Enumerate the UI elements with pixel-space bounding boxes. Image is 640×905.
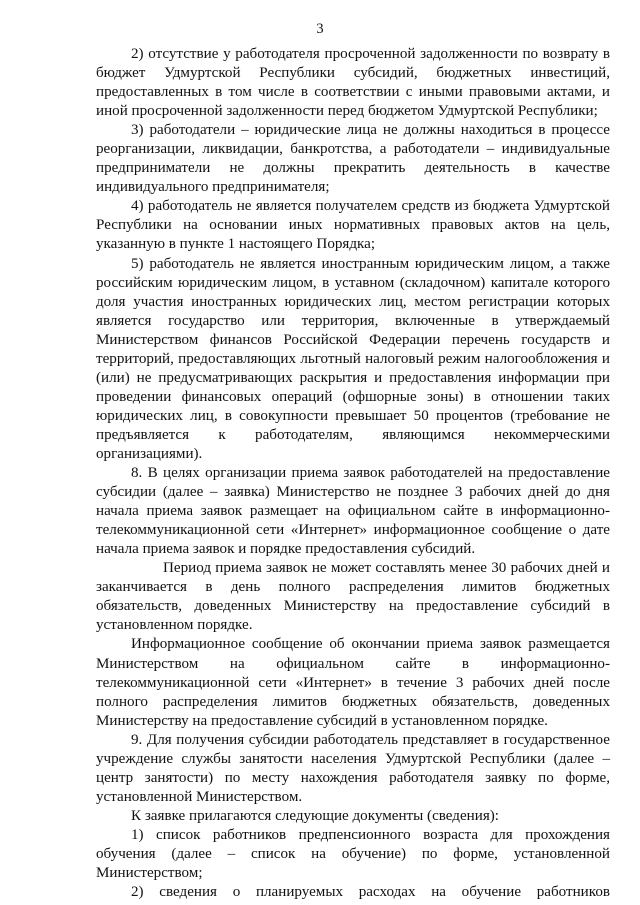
paragraph-clause-8: 8. В целях организации приема заявок работодателей на предоставление субсидии (далее – заявка) Министерство не позднее 3 рабочих дней до дня начала приема заявок размещает на официальном сайте в информационно-телекоммуникационной сети «Интернет» информационное сообщение о дате начала приема заявок и порядке предоставления субсидий.: [96, 465, 610, 558]
paragraph-condition-3: 3) работодатели – юридические лица не должны находиться в процессе реорганизации, ликвидации, банкротства, а работодатели – индивидуальные предприниматели не должны прекратить деятельность в качестве индивидуального предпринимателя;: [96, 122, 610, 196]
paragraph-reception-period: Период приема заявок не может составлять менее 30 рабочих дней и заканчивается в день полного распределения лимитов бюджетных обязательств, доведенных Министерству на предоставление субсидий в установленном порядке.: [96, 560, 610, 634]
page-number: 3: [316, 21, 324, 37]
document-body: [96, 45, 610, 902]
paragraph-clause-9: 9. Для получения субсидии работодатель представляет в государственное учреждение службы занятости населения Удмуртской Республики (далее – центр занятости) по месту нахождения работодателя заявку по форме, установленной Министерством.: [96, 731, 610, 805]
paragraph-attachments-intro: К заявке прилагаются следующие документы (сведения):: [131, 807, 499, 824]
paragraph-end-notice: Информационное сообщение об окончании приема заявок размещается Министерством на официальном сайте в информационно-телекоммуникационной сети «Интернет» в течение 3 рабочих дней после полного распределения лимитов бюджетных обязательств, доведенных Министерству на предоставление субсидий в установленном порядке.: [96, 636, 610, 729]
paragraph-condition-2: 2) отсутствие у работодателя просроченной задолженности по возврату в бюджет Удмуртской Республики субсидий, бюджетных инвестиций, предоставленных в том числе в соответствии с иными правовыми актами, и иной просроченной задолженности перед бюджетом Удмуртской Республики;: [96, 46, 610, 120]
paragraph-condition-5: 5) работодатель не является иностранным юридическим лицом, а также российским юридическим лицом, в уставном (складочном) капитале которого доля участия иностранных юридических лиц, местом регистрации которых является государство или территория, включенные в утверждаемый Министерством финансов Российской Федерации перечень государств и территорий, предоставляющих льготный налоговый режим налогообложения и (или) не предусматривающих раскрытия и предоставления информации при проведении финансовых операций (офшорные зоны) в отношении таких юридических лиц, в совокупности превышает 50 процентов (требование не предъявляется к работодателям, являющимся некоммерческими организациями).: [96, 255, 610, 462]
paragraph-attachment-1: 1) список работников предпенсионного возраста для прохождения обучения (далее – список на обучение) по форме, установленной Министерством;: [96, 826, 610, 882]
paragraph-attachment-2: 2) сведения о планируемых расходах на обучение работников: [131, 884, 610, 901]
paragraph-condition-4: 4) работодатель не является получателем средств из бюджета Удмуртской Республики на основании иных нормативных правовых актов на цель, указанную в пункте 1 настоящего Порядка;: [96, 198, 610, 253]
